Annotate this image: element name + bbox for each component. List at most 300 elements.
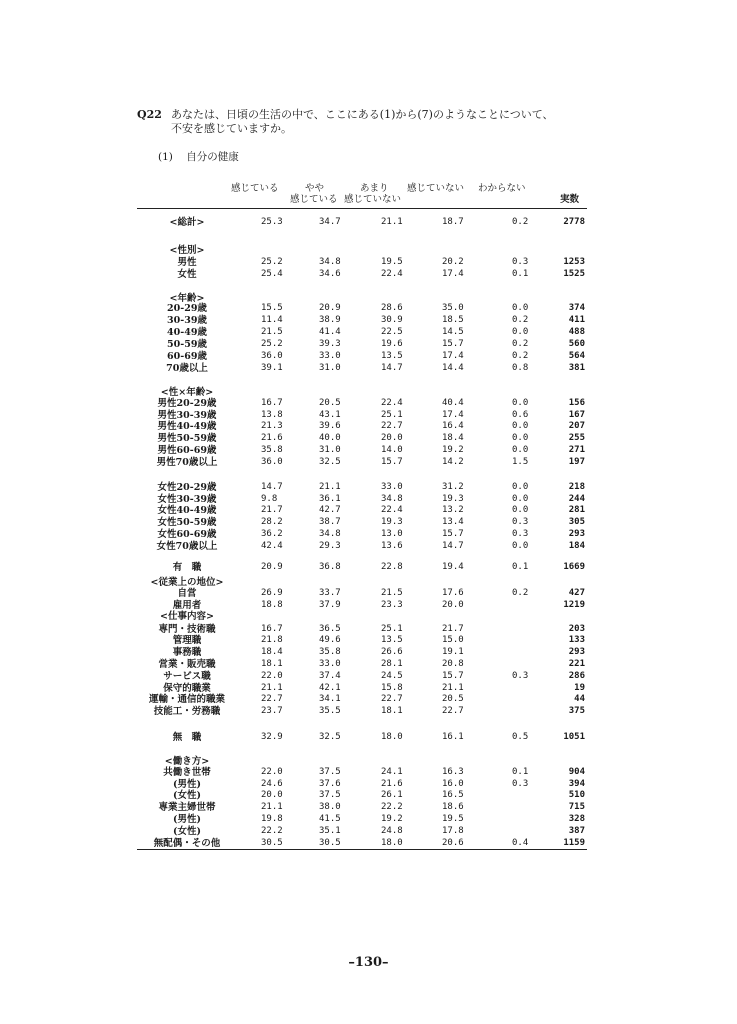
row-value: 22.4 xyxy=(381,505,403,515)
row-value: 16.3 xyxy=(442,767,464,777)
row-count: 1159 xyxy=(563,838,585,848)
row-count: 510 xyxy=(568,790,585,800)
row-value: 41.5 xyxy=(319,814,341,824)
row-label: 有 職 xyxy=(172,562,202,573)
row-count: 271 xyxy=(568,445,585,455)
header-count: 実数 xyxy=(560,194,580,205)
row-value: 34.8 xyxy=(381,494,403,504)
row-value: 42.4 xyxy=(261,541,283,551)
row-value: 14.7 xyxy=(381,363,403,373)
row-value: 18.4 xyxy=(442,433,464,443)
row-label: 営業・販売職 xyxy=(158,659,216,670)
page-number: –130– xyxy=(348,955,389,970)
header-little-b: 感じていない xyxy=(344,194,402,205)
row-value: 36.0 xyxy=(261,457,283,467)
row-value: 33.0 xyxy=(319,659,341,669)
table-row xyxy=(137,611,587,622)
row-value: 0.4 xyxy=(512,838,529,848)
row-value: 36.1 xyxy=(319,494,341,504)
row-label: (女性) xyxy=(173,826,201,837)
row-count: 286 xyxy=(568,671,585,681)
row-label: <仕事内容> xyxy=(160,611,214,622)
row-count: 1669 xyxy=(563,562,585,572)
row-value: 31.0 xyxy=(319,445,341,455)
row-value: 16.5 xyxy=(442,790,464,800)
row-value: 0.0 xyxy=(512,303,529,313)
row-value: 13.8 xyxy=(261,410,283,420)
row-value: 33.7 xyxy=(319,588,341,598)
row-count: 281 xyxy=(568,505,585,515)
row-value: 30.5 xyxy=(319,838,341,848)
row-value: 17.6 xyxy=(442,588,464,598)
table-row xyxy=(137,732,587,743)
row-value: 37.5 xyxy=(319,767,341,777)
row-value: 40.0 xyxy=(319,433,341,443)
row-value: 32.5 xyxy=(319,732,341,742)
table-top-rule xyxy=(137,208,587,209)
row-value: 20.0 xyxy=(442,600,464,610)
row-value: 32.5 xyxy=(319,457,341,467)
row-value: 0.2 xyxy=(512,339,529,349)
row-label: 専業主婦世帯 xyxy=(158,802,216,813)
row-label: 女性70歳以上 xyxy=(156,541,218,552)
row-value: 18.5 xyxy=(442,315,464,325)
row-count: 203 xyxy=(568,624,585,634)
table-row xyxy=(137,339,587,350)
row-value: 49.6 xyxy=(319,635,341,645)
table-row xyxy=(137,410,587,421)
row-value: 15.0 xyxy=(442,635,464,645)
row-value: 31.0 xyxy=(319,363,341,373)
row-value: 35.0 xyxy=(442,303,464,313)
row-value: 19.3 xyxy=(381,517,403,527)
row-value: 39.6 xyxy=(319,421,341,431)
row-value: 13.5 xyxy=(381,351,403,361)
row-value: 22.2 xyxy=(381,802,403,812)
table-row xyxy=(137,505,587,516)
row-value: 21.1 xyxy=(442,683,464,693)
row-label: 女性30-39歳 xyxy=(157,494,217,505)
row-count: 488 xyxy=(568,327,585,337)
row-label: 技能工・労務職 xyxy=(153,706,221,717)
table-row xyxy=(137,659,587,670)
row-count: 244 xyxy=(568,494,585,504)
row-count: 715 xyxy=(568,802,585,812)
row-value: 0.3 xyxy=(512,517,529,527)
table-row xyxy=(137,517,587,528)
row-value: 38.0 xyxy=(319,802,341,812)
row-value: 13.5 xyxy=(381,635,403,645)
table-row xyxy=(137,647,587,658)
row-value: 18.6 xyxy=(442,802,464,812)
row-value: 22.7 xyxy=(381,694,403,704)
row-value: 21.8 xyxy=(261,635,283,645)
row-value: 39.1 xyxy=(261,363,283,373)
row-value: 23.3 xyxy=(381,600,403,610)
row-value: 30.5 xyxy=(261,838,283,848)
row-value: 34.6 xyxy=(319,269,341,279)
row-count: 1051 xyxy=(563,732,585,742)
subquestion-title: 自分の健康 xyxy=(186,151,239,163)
row-value: 19.2 xyxy=(442,445,464,455)
header-dont-know: わからない xyxy=(478,183,526,194)
row-value: 33.0 xyxy=(381,482,403,492)
row-count: 305 xyxy=(568,517,585,527)
row-count: 293 xyxy=(568,529,585,539)
row-value: 16.7 xyxy=(261,624,283,634)
row-value: 24.6 xyxy=(261,779,283,789)
row-value: 26.1 xyxy=(381,790,403,800)
row-value: 19.5 xyxy=(442,814,464,824)
row-value: 22.7 xyxy=(381,421,403,431)
row-value: 23.7 xyxy=(261,706,283,716)
row-value: 16.4 xyxy=(442,421,464,431)
row-value: 20.0 xyxy=(381,433,403,443)
row-label: (男性) xyxy=(173,814,201,825)
row-label: 専門・技術職 xyxy=(158,624,216,635)
row-value: 0.1 xyxy=(512,269,529,279)
row-value: 42.1 xyxy=(319,683,341,693)
subquestion-heading xyxy=(158,149,249,164)
row-value: 22.0 xyxy=(261,671,283,681)
question-number: Q22 xyxy=(137,108,162,121)
row-label: 保守的職業 xyxy=(163,683,211,694)
row-label: 男性30-39歳 xyxy=(157,410,217,421)
table-row xyxy=(137,779,587,790)
row-value: 0.2 xyxy=(512,351,529,361)
row-value: 0.0 xyxy=(512,541,529,551)
row-value: 19.4 xyxy=(442,562,464,572)
row-count: 133 xyxy=(568,635,585,645)
row-value: 19.6 xyxy=(381,339,403,349)
row-value: 26.9 xyxy=(261,588,283,598)
row-count: 1219 xyxy=(563,600,585,610)
table-row xyxy=(137,838,587,849)
row-value: 21.1 xyxy=(261,683,283,693)
row-value: 0.6 xyxy=(512,410,529,420)
row-value: 0.3 xyxy=(512,529,529,539)
table-row xyxy=(137,482,587,493)
row-value: 20.6 xyxy=(442,838,464,848)
row-count: 560 xyxy=(568,339,585,349)
row-label: 50-59歳 xyxy=(167,339,207,350)
row-label: 事務職 xyxy=(172,647,202,658)
table-bottom-rule xyxy=(137,849,587,850)
row-value: 0.0 xyxy=(512,421,529,431)
row-value: 20.9 xyxy=(319,303,341,313)
table-row xyxy=(137,303,587,314)
row-count: 197 xyxy=(568,457,585,467)
table-row xyxy=(137,683,587,694)
header-little-a: あまり xyxy=(360,183,389,194)
row-value: 18.1 xyxy=(261,659,283,669)
row-label: 女性60-69歳 xyxy=(157,529,217,540)
row-label: 無配偶・その他 xyxy=(153,838,221,849)
row-value: 26.6 xyxy=(381,647,403,657)
row-value: 21.1 xyxy=(381,217,403,227)
row-value: 19.1 xyxy=(442,647,464,657)
table-row xyxy=(137,600,587,611)
row-value: 24.1 xyxy=(381,767,403,777)
table-row xyxy=(137,217,587,228)
row-value: 20.2 xyxy=(442,257,464,267)
row-value: 17.4 xyxy=(442,410,464,420)
row-count: 221 xyxy=(568,659,585,669)
table-row xyxy=(137,756,587,767)
row-label: 男性50-59歳 xyxy=(157,433,217,444)
row-label: 無 職 xyxy=(172,732,202,743)
row-value: 0.5 xyxy=(512,732,529,742)
row-value: 35.5 xyxy=(319,706,341,716)
row-value: 20.8 xyxy=(442,659,464,669)
row-value: 29.3 xyxy=(319,541,341,551)
row-label: <働き方> xyxy=(164,756,210,767)
row-value: 17.8 xyxy=(442,826,464,836)
table-row xyxy=(137,457,587,468)
row-label: 20-29歳 xyxy=(167,303,207,314)
row-value: 22.4 xyxy=(381,398,403,408)
question-text-line2: 不安を感じていますか。 xyxy=(171,122,292,135)
row-value: 38.7 xyxy=(319,517,341,527)
row-value: 19.3 xyxy=(442,494,464,504)
row-value: 11.4 xyxy=(261,315,283,325)
row-label: 雇用者 xyxy=(172,600,202,611)
row-value: 15.5 xyxy=(261,303,283,313)
row-value: 39.3 xyxy=(319,339,341,349)
row-count: 381 xyxy=(568,363,585,373)
table-row xyxy=(137,398,587,409)
row-label: 女性50-59歳 xyxy=(157,517,217,528)
row-value: 21.6 xyxy=(381,779,403,789)
row-count: 427 xyxy=(568,588,585,598)
table-row xyxy=(137,588,587,599)
row-label: 30-39歳 xyxy=(167,315,207,326)
row-value: 13.0 xyxy=(381,529,403,539)
row-value: 13.6 xyxy=(381,541,403,551)
row-count: 255 xyxy=(568,433,585,443)
row-value: 22.7 xyxy=(442,706,464,716)
row-count: 167 xyxy=(568,410,585,420)
row-value: 18.8 xyxy=(261,600,283,610)
row-label: 運輸・通信的職業 xyxy=(148,694,225,705)
row-value: 20.0 xyxy=(261,790,283,800)
row-value: 37.5 xyxy=(319,790,341,800)
row-count: 207 xyxy=(568,421,585,431)
row-value: 24.5 xyxy=(381,671,403,681)
row-label: <性別> xyxy=(169,245,205,256)
row-value: 15.7 xyxy=(442,671,464,681)
row-value: 25.3 xyxy=(261,217,283,227)
table-row xyxy=(137,245,587,256)
row-value: 21.1 xyxy=(319,482,341,492)
table-row xyxy=(137,269,587,280)
row-value: 20.9 xyxy=(261,562,283,572)
row-value: 9.8 xyxy=(261,494,278,504)
table-row xyxy=(137,802,587,813)
row-label: 共働き世帯 xyxy=(163,767,211,778)
table-row xyxy=(137,315,587,326)
table-row xyxy=(137,445,587,456)
row-label: サービス職 xyxy=(163,671,211,682)
row-value: 0.3 xyxy=(512,779,529,789)
row-label: 女性20-29歳 xyxy=(157,482,217,493)
table-row xyxy=(137,433,587,444)
question-text-line1: あなたは、日頃の生活の中で、ここにある(1)から(7)のようなことについて、 xyxy=(171,108,554,121)
row-label: (男性) xyxy=(173,779,201,790)
row-value: 0.2 xyxy=(512,217,529,227)
row-value: 21.7 xyxy=(261,505,283,515)
row-value: 19.8 xyxy=(261,814,283,824)
row-value: 37.9 xyxy=(319,600,341,610)
row-value: 30.9 xyxy=(381,315,403,325)
table-row xyxy=(137,767,587,778)
table-row xyxy=(137,577,587,588)
row-value: 31.2 xyxy=(442,482,464,492)
row-count: 904 xyxy=(568,767,585,777)
table-row xyxy=(137,387,587,398)
row-value: 18.0 xyxy=(381,732,403,742)
row-value: 38.9 xyxy=(319,315,341,325)
row-value: 37.4 xyxy=(319,671,341,681)
row-label: 管理職 xyxy=(172,635,202,646)
row-value: 36.5 xyxy=(319,624,341,634)
row-value: 18.1 xyxy=(381,706,403,716)
row-value: 0.0 xyxy=(512,505,529,515)
row-count: 2778 xyxy=(563,217,585,227)
row-label: 男性 xyxy=(177,257,197,268)
row-value: 37.6 xyxy=(319,779,341,789)
table-row xyxy=(137,814,587,825)
row-value: 36.0 xyxy=(261,351,283,361)
row-label: 自営 xyxy=(177,588,197,599)
row-value: 43.1 xyxy=(319,410,341,420)
row-value: 35.8 xyxy=(319,647,341,657)
header-somewhat-a: やや xyxy=(305,183,325,194)
row-count: 328 xyxy=(568,814,585,824)
row-value: 19.5 xyxy=(381,257,403,267)
row-label: <性×年齢> xyxy=(160,387,214,398)
table-row xyxy=(137,351,587,362)
row-label: 男性40-49歳 xyxy=(157,421,217,432)
row-value: 14.0 xyxy=(381,445,403,455)
row-value: 21.6 xyxy=(261,433,283,443)
table-row xyxy=(137,421,587,432)
row-label: 女性40-49歳 xyxy=(157,505,217,516)
row-count: 394 xyxy=(568,779,585,789)
row-value: 34.8 xyxy=(319,529,341,539)
header-feel: 感じている xyxy=(231,183,279,194)
row-count: 374 xyxy=(568,303,585,313)
row-value: 15.7 xyxy=(442,529,464,539)
row-value: 0.1 xyxy=(512,562,529,572)
row-label: 女性 xyxy=(177,269,197,280)
row-value: 22.8 xyxy=(381,562,403,572)
table-row xyxy=(137,826,587,837)
row-value: 14.7 xyxy=(261,482,283,492)
row-value: 20.5 xyxy=(442,694,464,704)
row-value: 21.5 xyxy=(381,588,403,598)
row-value: 20.5 xyxy=(319,398,341,408)
row-value: 18.7 xyxy=(442,217,464,227)
row-value: 0.8 xyxy=(512,363,529,373)
row-value: 19.2 xyxy=(381,814,403,824)
row-count: 184 xyxy=(568,541,585,551)
row-value: 34.7 xyxy=(319,217,341,227)
table-row xyxy=(137,706,587,717)
row-value: 16.1 xyxy=(442,732,464,742)
table-row xyxy=(137,327,587,338)
row-value: 25.2 xyxy=(261,257,283,267)
row-value: 14.2 xyxy=(442,457,464,467)
row-value: 15.7 xyxy=(442,339,464,349)
row-count: 375 xyxy=(568,706,585,716)
row-label: 男性20-29歳 xyxy=(157,398,217,409)
row-value: 14.5 xyxy=(442,327,464,337)
table-row xyxy=(137,257,587,268)
row-value: 0.0 xyxy=(512,494,529,504)
row-label: <総計> xyxy=(169,217,205,228)
row-count: 1253 xyxy=(563,257,585,267)
row-label: <年齢> xyxy=(169,293,205,304)
row-label: 40-49歳 xyxy=(167,327,207,338)
table-row xyxy=(137,494,587,505)
row-value: 0.0 xyxy=(512,398,529,408)
row-value: 32.9 xyxy=(261,732,283,742)
table-row xyxy=(137,694,587,705)
row-value: 35.1 xyxy=(319,826,341,836)
subquestion-number: (1) xyxy=(158,151,173,163)
row-value: 17.4 xyxy=(442,269,464,279)
row-value: 40.4 xyxy=(442,398,464,408)
row-count: 19 xyxy=(574,683,585,693)
row-value: 0.0 xyxy=(512,433,529,443)
row-count: 1525 xyxy=(563,269,585,279)
row-value: 25.1 xyxy=(381,624,403,634)
row-value: 24.8 xyxy=(381,826,403,836)
row-value: 15.8 xyxy=(381,683,403,693)
row-count: 564 xyxy=(568,351,585,361)
row-value: 0.0 xyxy=(512,482,529,492)
row-value: 34.1 xyxy=(319,694,341,704)
header-not-feel: 感じていない xyxy=(407,183,465,194)
row-value: 0.0 xyxy=(512,445,529,455)
table-row xyxy=(137,562,587,573)
table-row xyxy=(137,541,587,552)
row-value: 21.1 xyxy=(261,802,283,812)
row-value: 35.8 xyxy=(261,445,283,455)
row-value: 14.4 xyxy=(442,363,464,373)
row-value: 0.1 xyxy=(512,767,529,777)
row-label: 70歳以上 xyxy=(166,363,208,374)
row-value: 21.7 xyxy=(442,624,464,634)
row-value: 33.0 xyxy=(319,351,341,361)
row-count: 44 xyxy=(574,694,585,704)
row-value: 1.5 xyxy=(512,457,529,467)
row-value: 25.2 xyxy=(261,339,283,349)
row-value: 21.5 xyxy=(261,327,283,337)
row-label: 60-69歳 xyxy=(167,351,207,362)
row-value: 13.2 xyxy=(442,505,464,515)
table-row xyxy=(137,790,587,801)
row-value: 41.4 xyxy=(319,327,341,337)
row-value: 42.7 xyxy=(319,505,341,515)
table-row xyxy=(137,529,587,540)
row-value: 0.0 xyxy=(512,327,529,337)
row-value: 16.0 xyxy=(442,779,464,789)
row-value: 28.6 xyxy=(381,303,403,313)
row-label: <従業上の地位> xyxy=(150,577,224,588)
row-value: 34.8 xyxy=(319,257,341,267)
